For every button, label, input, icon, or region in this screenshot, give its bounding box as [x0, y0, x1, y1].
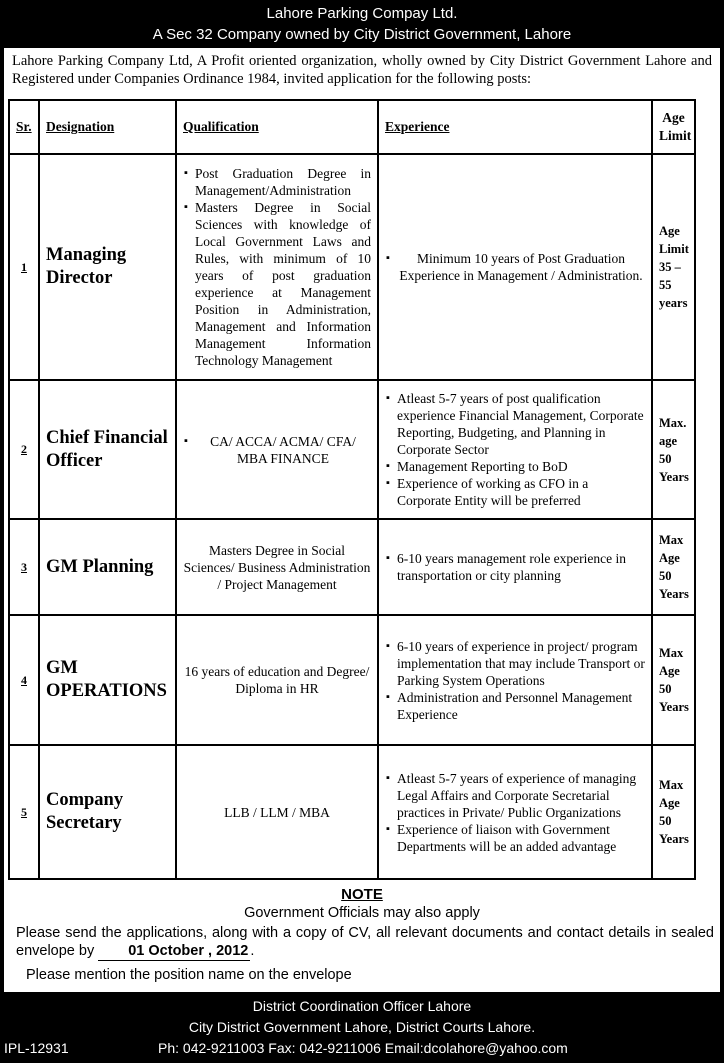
row-qualification: Masters Degree in Social Sciences/ Business Administration / Project Management	[176, 519, 378, 615]
company-subtitle: A Sec 32 Company owned by City District Government, Lahore	[152, 26, 572, 43]
age-line: Age	[659, 224, 680, 238]
row-age-limit	[652, 615, 695, 745]
footer-contact: Ph: 042-9211003 Fax: 042-9211006 Email:dcolahore@yahoo.com	[158, 1040, 568, 1056]
row-designation	[39, 745, 176, 879]
age-line: 50 Years	[659, 682, 689, 714]
list-item: ▪ Minimum 10 years of Post Graduation Experience in Management / Administration.	[397, 250, 645, 284]
posts-table	[8, 99, 696, 880]
row-sr: 1	[9, 154, 39, 380]
row-experience	[378, 745, 652, 879]
row-age-limit	[652, 154, 695, 380]
list-item: ▪ Administration and Personnel Management Experience	[397, 689, 645, 723]
designation-line: Secretary	[46, 813, 122, 833]
list-item: ▪ Post Graduation Degree in Management/Administration	[195, 165, 371, 199]
note-body-end: .	[250, 943, 255, 959]
company-title: Lahore Parking Compay Ltd.	[266, 5, 458, 22]
row-experience	[378, 154, 652, 380]
list-item: ▪ Experience of working as CFO in a Corporate Entity will be preferred	[397, 475, 645, 509]
designation-line: GM	[46, 658, 78, 678]
designation-line: Officer	[46, 450, 103, 471]
designation-line: GM Planning	[46, 556, 154, 577]
age-line: 50 Years	[659, 569, 689, 601]
header-designation: Designation	[39, 100, 176, 154]
header-age-line1: Age	[662, 110, 685, 125]
list-item: ▪ 6-10 years of experience in project/ program implementation that may include Transport or Parking System Operations	[397, 638, 645, 689]
list-item: ▪ Atleast 5-7 years of experience of managing Legal Affairs and Corporate Secretarial practices in Private/ Public Organizations	[397, 770, 645, 821]
age-line: 50 Years	[659, 814, 689, 846]
age-line: Limit	[659, 242, 689, 256]
row-age-limit	[652, 380, 695, 519]
advert-body	[4, 48, 720, 992]
deadline-date: 01 October , 2012	[98, 942, 250, 961]
designation-line: Company	[46, 790, 124, 810]
row-designation	[39, 519, 176, 615]
note-subtitle: Government Officials may also apply	[244, 905, 480, 921]
footer-office: District Coordination Officer Lahore	[252, 998, 472, 1014]
age-line: Max Age	[659, 533, 684, 565]
row-age-limit	[652, 745, 695, 879]
intro-paragraph: Lahore Parking Company Ltd, A Profit oriented organization, wholly owned by City District Government Lahore and Registered under Companies Ordinance 1984, invited application for the following posts:	[12, 53, 712, 87]
footer-banner	[0, 992, 724, 1063]
list-item: ▪ Management Reporting to BoD	[397, 458, 645, 475]
table-row	[9, 745, 695, 879]
designation-line: OPERATIONS	[46, 681, 167, 701]
row-experience	[378, 519, 652, 615]
list-item: ▪ Atleast 5-7 years of post qualification experience Financial Management, Corporate Reporting, Budgeting, and Planning in Corporate Sector	[397, 390, 645, 458]
note-title: NOTE	[341, 886, 383, 903]
list-item: ▪ Experience of liaison with Government Departments will be an added advantage	[397, 821, 645, 855]
designation-line: Managing	[46, 245, 127, 265]
header-qualification: Qualification	[176, 100, 378, 154]
list-item: ▪ Masters Degree in Social Sciences with knowledge of Local Government Laws and Rules, with minimum of 10 years of post graduation experience at Management Position in Administration, Management and Information Management Information Technology Management	[195, 199, 371, 369]
row-designation	[39, 615, 176, 745]
row-age-limit	[652, 519, 695, 615]
list-item: ▪ CA/ ACCA/ ACMA/ CFA/ MBA FINANCE	[195, 433, 371, 467]
note-mention: Please mention the position name on the envelope	[26, 967, 352, 983]
row-experience	[378, 615, 652, 745]
designation-line: Director	[46, 268, 113, 288]
age-line: Max. age	[659, 415, 687, 448]
row-qualification: 16 years of education and Degree/ Diploma in HR	[176, 615, 378, 745]
table-row	[9, 519, 695, 615]
designation-line: Chief Financial	[46, 427, 168, 448]
row-designation	[39, 380, 176, 519]
age-line: 35 – 55	[659, 260, 681, 292]
row-qualification	[176, 380, 378, 519]
header-banner	[0, 0, 724, 48]
row-sr: 5	[9, 745, 39, 879]
table-header-row	[9, 100, 695, 154]
header-experience: Experience	[378, 100, 652, 154]
row-sr: 3	[9, 519, 39, 615]
age-line: Max Age	[659, 778, 684, 810]
row-designation	[39, 154, 176, 380]
row-sr: 2	[9, 380, 39, 519]
row-qualification	[176, 154, 378, 380]
note-body-text: Please send the applications, along with a copy of CV, all relevant documents and contact details in sealed envelope by	[16, 925, 714, 959]
table-row	[9, 615, 695, 745]
table-row	[9, 154, 695, 380]
row-sr: 4	[9, 615, 39, 745]
age-line: years	[659, 296, 688, 310]
note-body	[16, 924, 714, 961]
footer-reference: IPL-12931	[4, 1040, 69, 1056]
header-sr: Sr.	[9, 100, 39, 154]
header-age-line2: Limit	[659, 128, 692, 143]
table-row	[9, 380, 695, 519]
row-qualification: LLB / LLM / MBA	[176, 745, 378, 879]
age-line: Max Age	[659, 646, 684, 678]
row-experience	[378, 380, 652, 519]
footer-address: City District Government Lahore, District Courts Lahore.	[188, 1019, 536, 1035]
age-line: 50 Years	[659, 451, 689, 484]
list-item: ▪ 6-10 years management role experience in transportation or city planning	[397, 550, 645, 584]
header-age-limit	[652, 100, 695, 154]
